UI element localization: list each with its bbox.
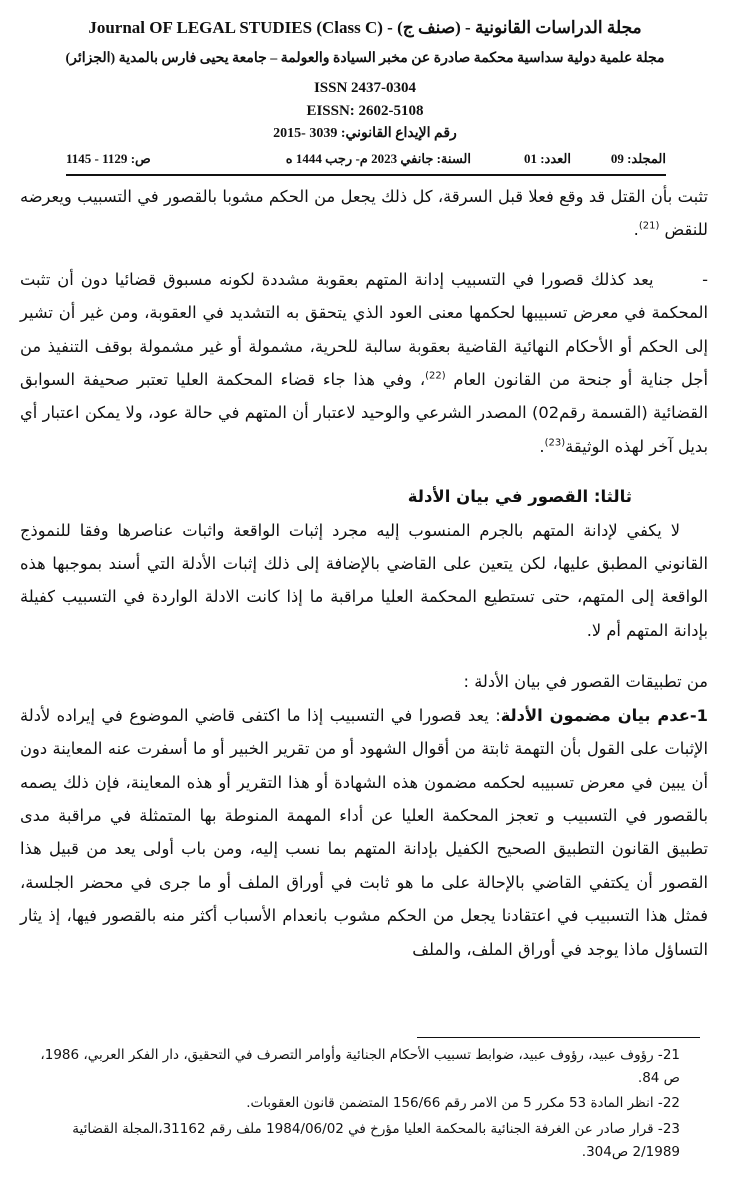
issn: ISSN 2437-0304	[313, 80, 417, 96]
legal-deposit: رقم الإيداع القانوني: 3039 -2015	[273, 126, 457, 141]
page-range: ص: 1129 - 1145	[66, 151, 151, 166]
paragraph-5: 1-عدم بيان مضمون الأدلة: يعد قصورا في التسبيب إذا ما اكتفى قاضي الموضوع في إيراده لأدلة الإثبات على القول بأن التهمة ثابتة من أقوال الشهود أو من تقرير الخبير أو ما أسفرت عنه المعاينة دون أن يبين في معرض تسبيبه لحكمه مضمون هذه الشهادة أو هذا التقرير أو هذه المعاينة، فإن ذلك يصمه بالقصور في التسبيب و تعجز المحكمة العليا عن أداء المهمة المنوطة بها المتمثلة في مراقبة مدى تطبيق القانون التطبيق الصحيح الكفيل بإدانة المتهم بما نسب إليه، ومن باب أولى يعد من قبيل هذا القصور أن يكتفي القاضي بالإحالة على ما هو ثابت في أوراق الملف أو ما جرى في محضر الجلسة، فمثل هذا التسبيب في اعتقادنا يجعل من الحكم مشوب بانعدام الأسباب أكثر منه بالقصور فيها، إذ يثار التساؤل ماذا يوجد في أوراق الملف، والملف	[20, 705, 708, 959]
footnotes	[28, 1044, 680, 1166]
section-heading: ثالثا: القصور في بيان الأدلة	[407, 487, 632, 507]
eissn: EISSN: 2602-5108	[306, 103, 424, 119]
footnote-ref-21[interactable]: (21)	[638, 220, 660, 232]
footnote-divider	[417, 1037, 700, 1038]
volume: المجلد: 09	[610, 151, 666, 166]
footnote-21: 21- رؤوف عبيد، رؤوف عبيد، ضوابط تسبيب الأحكام الجنائية وأوامر التصرف في التحقيق، دار الفكر العربي، 1986، ص 84.	[40, 1047, 680, 1087]
footnote-ref-22[interactable]: (22)	[425, 370, 446, 382]
issue-date: السنة: جانفي 2023 م- رجب 1444 ه	[285, 151, 471, 166]
issue-meta	[66, 151, 666, 171]
paragraph-1: تثبت بأن القتل قد وقع فعلا قبل السرقة، كل ذلك يجعل من الحكم مشوبا بالقصور في التسبيب ويعرضه للنقض $^{(21)}$.	[20, 187, 708, 240]
paragraph-3: لا يكفي لإدانة المتهم بالجرم المنسوب إليه مجرد إثبات الواقعة واثبات عناصرها وفقا للنموذج القانوني المطبق عليها، لكن يتعين على القاضي بالإضافة إلى ذلك إثبات الأدلة التي أسند بموجبها هذه الواقعة إلى المتهم، حتى تستطيع المحكمة العليا مراقبة ما إذا كانت الادلة الواردة في التسبيب كفيلة بإدانة المتهم أم لا.	[20, 520, 708, 640]
footnote-22: 22- انظر المادة 53 مكرر 5 من الامر رقم 156/66 المتضمن قانون العقوبات.	[246, 1095, 680, 1112]
journal-description: مجلة علمية دولية سداسية محكمة صادرة عن مخبر السيادة والعولمة – جامعة يحيى فارس بالمدية (الجزائر)	[65, 51, 665, 66]
item-lead: 1-عدم بيان مضمون الأدلة	[500, 705, 708, 725]
paragraph-2: - يعد كذلك قصورا في التسبيب إدانة المتهم بعقوبة مشددة لكونه مسبوق قضائيا دون أن تثبت المحكمة في معرض تسبيبها لحكمها معنى العود الذي يتحقق به التشديد في العقوبة، ومن غير أن تشير إلى الحكم أو الأحكام النهائية القاضية بعقوبة سالبة للحرية، مشمولة أو غير مشمولة بوقف التنفيذ من أجل جناية أو جنحة من القانون العام $^{(22)}$، وفي هذا جاء قضاء المحكمة العليا تعتبر صحيفة السوابق القضائية (القسمة رقم02) المصدر الشرعي والوحيد لاعتبار أن المتهم في حالة عود، ولا يمكن اعتبار أي بديل آخر لهذه الوثيقة$^{(23)}$.	[20, 269, 708, 456]
article-body	[20, 180, 708, 966]
paragraph-4: من تطبيقات القصور في بيان الأدلة :	[463, 672, 708, 692]
header-divider	[66, 174, 666, 176]
footnote-ref-23[interactable]: (23)	[544, 437, 566, 449]
issue-number: العدد: 01	[523, 151, 571, 166]
list-dash: -	[702, 269, 708, 289]
journal-title: Journal OF LEGAL STUDIES (Class C) - (صنف ج) - مجلة الدراسات القانونية	[88, 18, 642, 37]
footnote-23: 23- قرار صادر عن الغرفة الجنائية بالمحكمة العليا مؤرخ في 1984/06/02 ملف رقم 31162،المجلة القضائية 2/1989 ص304.	[72, 1120, 680, 1160]
